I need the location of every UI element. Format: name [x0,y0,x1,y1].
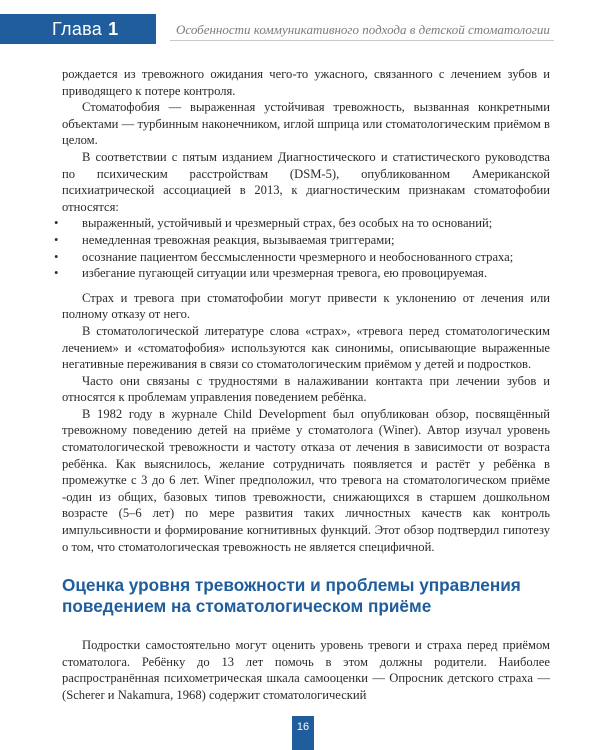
list-item: • избегание пугающей ситуации или чрезмерная тревога, ею провоцируемая. [62,265,550,282]
list-item: • выраженный, устойчивый и чрезмерный страх, без особых на то оснований; [62,215,550,232]
criteria-list [62,215,550,281]
chapter-word: Глава [52,18,103,39]
paragraph: В соответствии с пятым изданием Диагностического и статистического руководства по психическим расстройствам (DSM-5), опубликованном Американской психиатрической ассоциацией в 2013, к диагностическим признакам стоматофобии относятся: [62,149,550,214]
page-header [0,0,600,46]
section-heading: Оценка уровня тревожности и проблемы управления поведением на стоматологическом приёме [62,575,521,617]
list-item: • осознание пациентом бессмысленности чрезмерного и необоснованного страха; [62,249,550,266]
chapter-number: 1 [108,18,119,39]
paragraph: В стоматологической литературе слова «страх», «тревога перед стоматологическим лечением» и «стоматофобия» используются как синонимы, описывающие выраженные негативные переживания в связи со стоматологическим приёмом у детей и подростков. [62,323,550,372]
running-title: Особенности коммуникативного подхода в детской стоматологии [176,22,550,37]
paragraph: Стоматофобия — выраженная устойчивая тревожность, вызванная конкретными объектами — турбинным наконечником, иглой шприца или стоматологическим приёмом в целом. [62,100,550,148]
paragraph: Страх и тревога при стоматофобии могут привести к уклонению от лечения или полному отказу от него. [62,290,550,322]
paragraph: В 1982 году в журнале Child Development был опубликован обзор, посвящённый тревожному поведению детей на приёме у стоматолога (Winer). Автор изучал уровень стоматологической тревожности и частоту отказа от лечения в зависимости от возраста ребёнка. Как выяснилось, желание сотрудничать появляется и растёт у ребёнка в промежутке с 3 до 6 лет. Winer предположил, что тревога на стоматологическом приёме -один из общих, базовых типов тревожности, снижающихся в старшем дошкольном возрасте (5–6 лет) по мере развития таких личностных качеств как контроль импульсивности и формирование когнитивных функций. Этот обзор подтвердил гипотезу о том, что стоматологическая тревожность не является специфичной. [62,406,550,554]
chapter-tab [0,14,156,44]
header-divider [170,40,554,41]
page-number: 16 [292,716,314,750]
page-body [62,66,550,704]
paragraph: Часто они связаны с трудностями в налаживании контакта при лечении зубов и относятся к проблемам управления поведением ребёнка. [62,373,550,405]
list-item: • немедленная тревожная реакция, вызываемая триггерами; [62,232,550,249]
paragraph: рождается из тревожного ожидания чего-то ужасного, связанного с лечением зубов и приводящего к потере контроля. [62,67,550,98]
paragraph: Подростки самостоятельно могут оценить уровень тревоги и страха перед приёмом стоматолога. Ребёнку до 13 лет помочь в этом должны родители. Наиболее распространённая психометрическая шкала самооценки — Опросник детского страха — (Scherer и Nakamura, 1968) содержит стоматологический [62,638,550,702]
